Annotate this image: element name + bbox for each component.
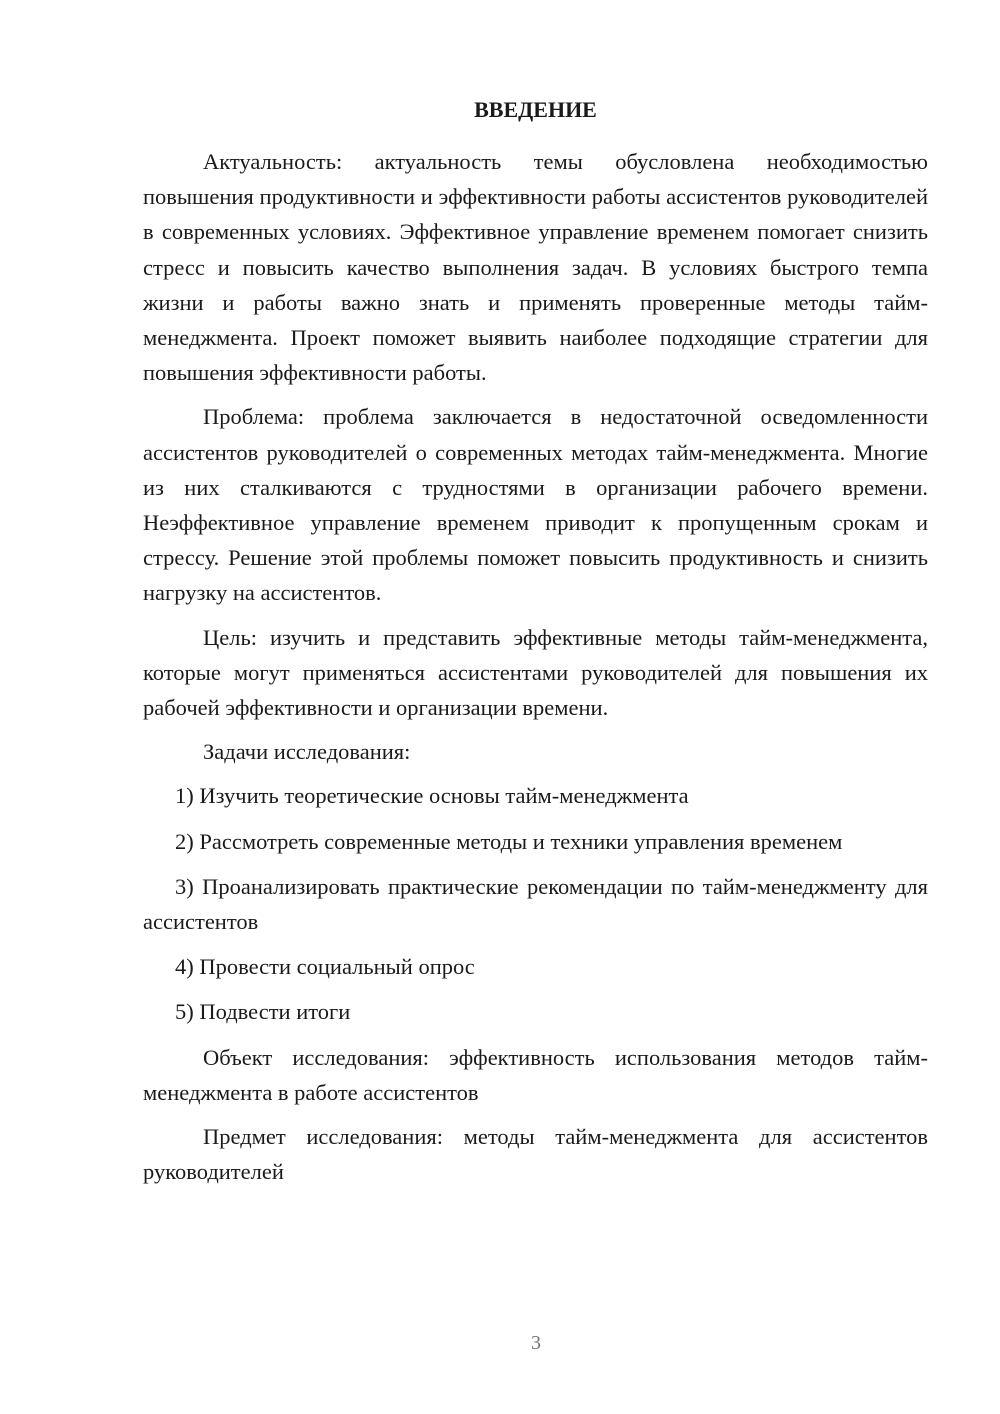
task-item: 1) Изучить теоретические основы тайм-менеджмента [175, 783, 689, 809]
task-item: 2) Рассмотреть современные методы и техники управления временем [175, 828, 843, 854]
document-page [143, 92, 928, 1198]
tasks-intro: Задачи исследования: [203, 739, 411, 765]
page-number: 3 [531, 1332, 541, 1354]
subject-paragraph: Предмет исследования: методы тайм-менеджмента для ассистентов руководителей [143, 1124, 928, 1185]
object-paragraph: Объект исследования: эффективность использования методов тайм-менеджмента в работе ассистентов [143, 1044, 928, 1105]
task-item: 5) Подвести итоги [175, 999, 351, 1025]
task-item: 4) Провести социальный опрос [175, 954, 475, 980]
relevance-paragraph: Актуальность: актуальность темы обусловлена необходимостью повышения продуктивности и эффективности работы ассистентов руководителей в современных условиях. Эффективное управление временем помогает снизить стресс и повысить качество выполнения задач. В условиях быстрого темпа жизни и работы важно знать и применять проверенные методы тайм-менеджмента. Проект поможет выявить наиболее подходящие стратегии для повышения эффективности работы. [143, 149, 928, 386]
problem-paragraph: Проблема: проблема заключается в недостаточной осведомленности ассистентов руководителей о современных методах тайм-менеджмента. Многие из них сталкиваются с трудностями в организации рабочего времени. Неэффективное управление временем приводит к пропущенным срокам и стрессу. Решение этой проблемы поможет повысить продуктивность и снизить нагрузку на ассистентов. [143, 404, 928, 606]
task-item: 3) Проанализировать практические рекомендации по тайм-менеджменту для ассистентов [143, 873, 928, 935]
page-title: ВВЕДЕНИЕ [474, 97, 597, 122]
goal-paragraph: Цель: изучить и представить эффективные методы тайм-менеджмента, которые могут применяться ассистентами руководителей для повышения их рабочей эффективности и организации времени. [143, 624, 928, 721]
